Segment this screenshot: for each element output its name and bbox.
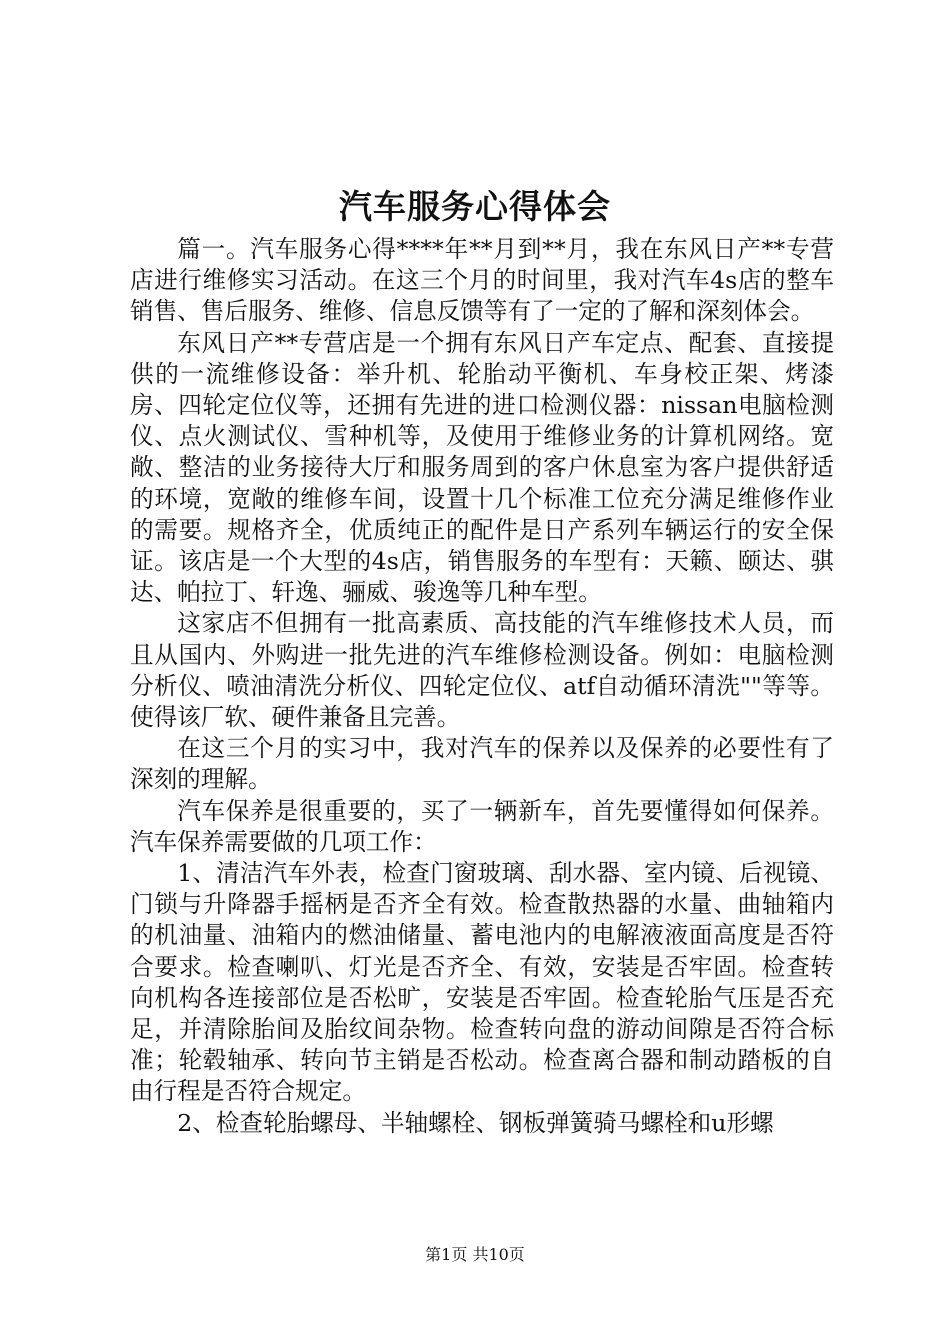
paragraph: 在这三个月的实习中，我对汽车的保养以及保养的必要性有了深刻的理解。 bbox=[130, 734, 834, 794]
paragraph: 2、检查轮胎螺母、半轴螺栓、钢板弹簧骑马螺栓和u形螺 bbox=[177, 1108, 774, 1137]
paragraph: 东风日产**专营店是一个拥有东风日产车定点、配套、直接提供的一流维修设备：举升机、轮胎动平衡机、车身校正架、烤漆房、四轮定位仪等，还拥有先进的进口检测仪器：nissan电脑检测仪、点火测试仪、雪种机等，及使用于维修业务的计算机网络。宽敞、整洁的业务接待大厅和服务周到的客户休息室为客户提供舒适的环境，宽敞的维修车间，设置十几个标准工位充分满足维修作业的需要。规格齐全，优质纯正的配件是日产系列车辆运行的安全保证。该店是一个大型的4s店，销售服务的车型有：天籁、颐达、骐达、帕拉丁、轩逸、骊威、骏逸等几种车型。 bbox=[130, 328, 834, 607]
paragraph: 1、清洁汽车外表，检查门窗玻璃、刮水器、室内镜、后视镜、门锁与升降器手摇柄是否齐全有效。检查散热器的水量、曲轴箱内的机油量、油箱内的燃油储量、蓄电池内的电解液液面高度是否符合要求。检查喇叭、灯光是否齐全、有效，安装是否牢固。检查转向机构各连接部位是否松旷，安装是否牢固。检查轮胎气压是否充足，并清除胎间及胎纹间杂物。检查转向盘的游动间隙是否符合标准；轮毂轴承、转向节主销是否松动。检查离合器和制动踏板的自由行程是否符合规定。 bbox=[130, 859, 834, 1106]
page-number-footer: 第1页 共10页 bbox=[425, 1245, 525, 1264]
document-body bbox=[130, 234, 834, 1139]
document-title: 汽车服务心得体会 bbox=[339, 187, 611, 226]
paragraph: 这家店不但拥有一批高素质、高技能的汽车维修技术人员，而且从国内、外购进一批先进的汽车维修检测设备。例如：电脑检测分析仪、喷油清洗分析仪、四轮定位仪、atf自动循环清洗""等等。使得该厂软、硬件兼备且完善。 bbox=[130, 609, 834, 732]
paragraph: 汽车保养是很重要的，买了一辆新车，首先要懂得如何保养。汽车保养需要做的几项工作： bbox=[130, 796, 834, 856]
paragraph: 篇一。汽车服务心得****年**月到**月，我在东风日产**专营店进行维修实习活动。在这三个月的时间里，我对汽车4s店的整车销售、售后服务、维修、信息反馈等有了一定的了解和深刻体会。 bbox=[130, 235, 834, 326]
